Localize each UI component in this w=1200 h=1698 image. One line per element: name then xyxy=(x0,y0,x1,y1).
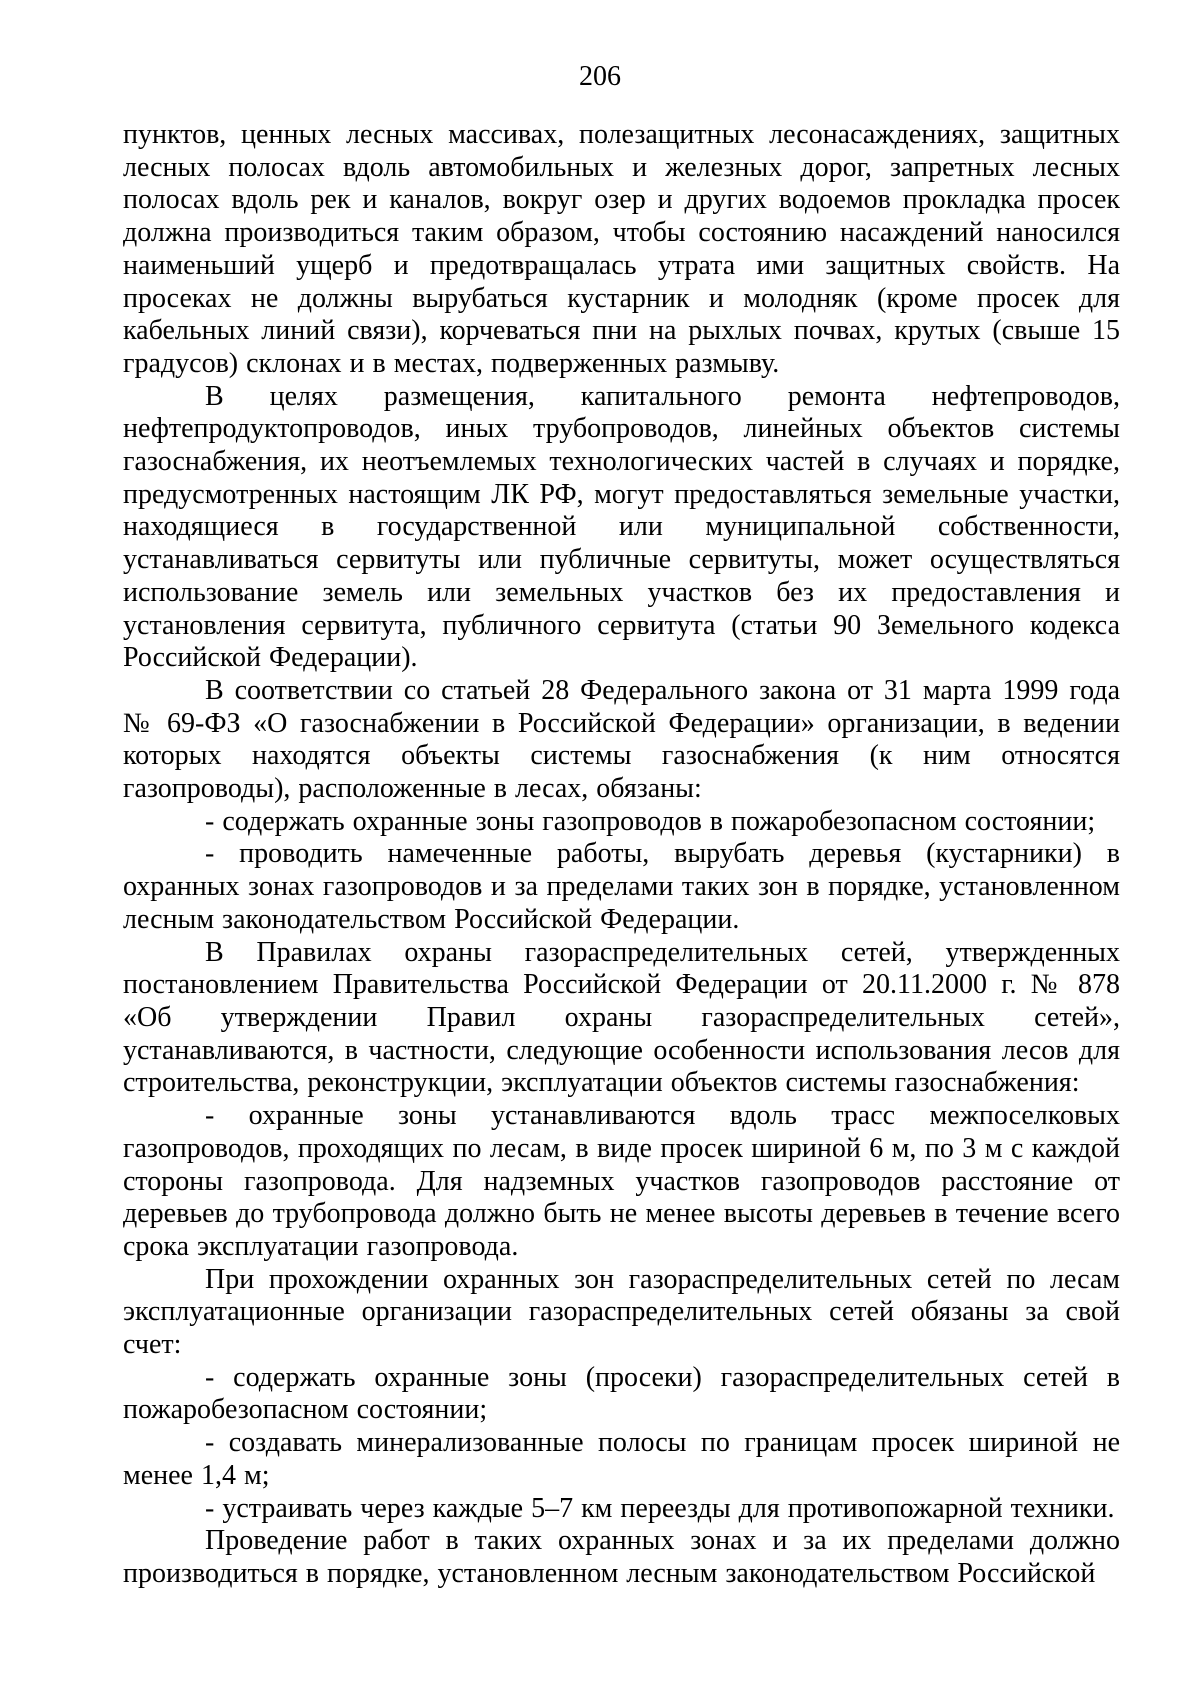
page-number: 206 xyxy=(579,61,621,92)
paragraph: - содержать охранные зоны газопроводов в пожаробезопасном состоянии; xyxy=(205,805,1096,837)
paragraph: - устраивать через каждые 5–7 км переезды для противопожарной техники. xyxy=(205,1492,1115,1524)
document-body xyxy=(123,119,1120,1591)
paragraph: - проводить намеченные работы, вырубать деревья (кустарники) в охранных зонах газопроводов и за пределами таких зон в порядке, установленном лесным законодательством Российской Федерации. xyxy=(123,838,1120,935)
paragraph: В Правилах охраны газораспределительных сетей, утвержденных постановлением Правительства Российской Федерации от 20.11.2000 г. № 878 «Об утверждении Правил охраны газораспределительных сетей», устанавливаются, в частности, следующие особенности использования лесов для строительства, реконструкции, эксплуатации объектов системы газоснабжения: xyxy=(123,936,1120,1099)
paragraph: В соответствии со статьей 28 Федерального закона от 31 марта 1999 года № 69-ФЗ «О газоснабжении в Российской Федерации» организации, в ведении которых находятся объекты системы газоснабжения (к ним относятся газопроводы), расположенные в лесах, обязаны: xyxy=(123,674,1120,805)
paragraph: Проведение работ в таких охранных зонах и за их пределами должно производиться в порядке, установленном лесным законодательством Российской xyxy=(123,1525,1120,1589)
paragraph: При прохождении охранных зон газораспределительных сетей по лесам эксплуатационные организации газораспределительных сетей обязаны за свой счет: xyxy=(123,1263,1120,1361)
paragraph: - содержать охранные зоны (просеки) газораспределительных сетей в пожаробезопасном состоянии; xyxy=(123,1361,1120,1426)
paragraph: пунктов, ценных лесных массивах, полезащитных лесонасаждениях, защитных лесных полосах вдоль автомобильных и железных дорог, запретных лесных полосах вдоль рек и каналов, вокруг озер и других водоемов прокладка просек должна производиться таким образом, чтобы состоянию насаждений наносился наименьший ущерб и предотвращалась утрата ими защитных свойств. На просеках не должны вырубаться кустарник и молодняк (кроме просек для кабельных линий связи), корчеваться пни на рыхлых почвах, крутых (свыше 15 градусов) склонах и в местах, подверженных размыву. xyxy=(123,119,1120,379)
paragraph: - охранные зоны устанавливаются вдоль трасс межпоселковых газопроводов, проходящих по лесам, в виде просек шириной 6 м, по 3 м с каждой стороны газопровода. Для надземных участков газопроводов расстояние от деревьев до трубопровода должно быть не менее высоты деревьев в течение всего срока эксплуатации газопровода. xyxy=(123,1100,1120,1262)
paragraph: - создавать минерализованные полосы по границам просек шириной не менее 1,4 м; xyxy=(123,1427,1120,1491)
paragraph: В целях размещения, капитального ремонта нефтепроводов, нефтепродуктопроводов, иных трубопроводов, линейных объектов системы газоснабжения, их неотъемлемых технологических частей в случаях и порядке, предусмотренных настоящим ЛК РФ, могут предоставляться земельные участки, находящиеся в государственной или муниципальной собственности, устанавливаться сервитуты или публичные сервитуты, может осуществляться использование земель или земельных участков без их предоставления и установления сервитута, публичного сервитута (статьи 90 Земельного кодекса Российской Федерации). xyxy=(123,380,1120,674)
